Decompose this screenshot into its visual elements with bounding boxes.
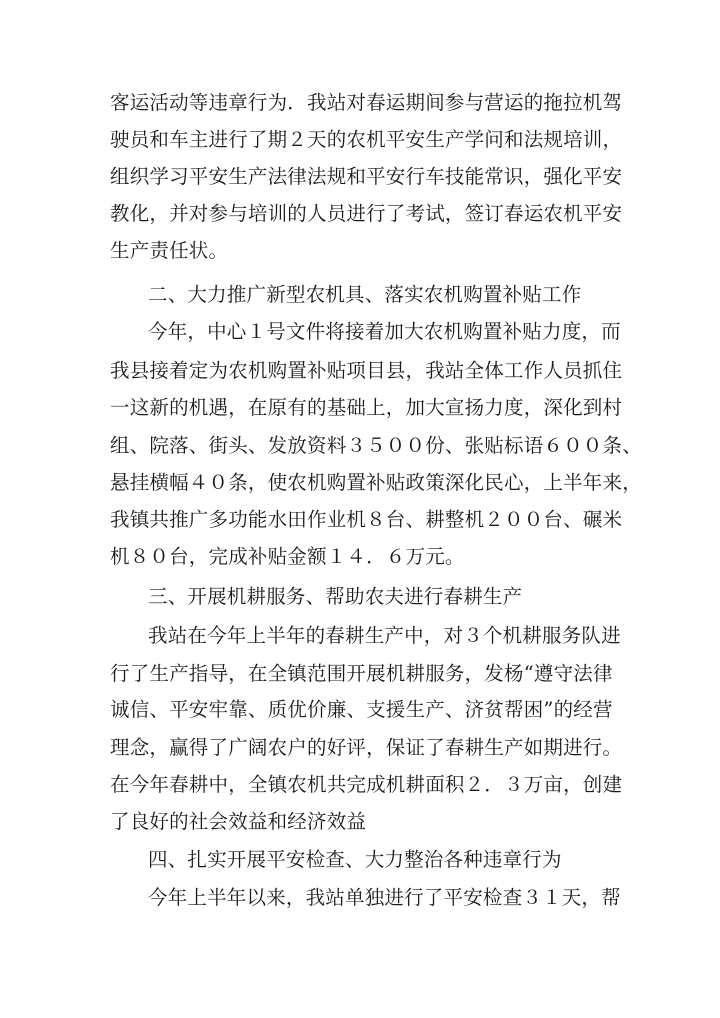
paragraph-line: 机８０台，完成补贴金额１４．６万元。 bbox=[110, 545, 465, 568]
paragraph-line: 理念，赢得了广阔农户的好评，保证了春耕生产如期进行。 bbox=[110, 736, 623, 759]
paragraph-line: 我镇共推广多功能水田作业机８台、耕整机２００台、碾米 bbox=[110, 508, 623, 531]
section-heading-4: 四、扎实开展平安检查、大力整治各种违章行为 bbox=[148, 848, 562, 871]
paragraph-line: 一这新的机遇，在原有的基础上，加大宣扬力度，深化到村 bbox=[110, 396, 623, 419]
paragraph-line: 生产责任状。 bbox=[110, 239, 229, 262]
paragraph-line: 了良好的社会效益和经济效益 bbox=[110, 810, 367, 833]
paragraph-line: 今年上半年以来，我站单独进行了平安检查３１天，帮 bbox=[148, 886, 621, 909]
paragraph-line: 今年，中心１号文件将接着加大农机购置补贴力度，而 bbox=[148, 320, 621, 343]
paragraph-line: 组织学习平安生产法律法规和平安行车技能常识，强化平安 bbox=[110, 165, 623, 188]
paragraph-line: 我县接着定为农机购置补贴项目县，我站全体工作人员抓住 bbox=[110, 359, 623, 382]
paragraph-line: 教化，并对参与培训的人员进行了考试，签订春运农机平安 bbox=[110, 202, 623, 225]
paragraph-line: 行了生产指导，在全镇范围开展机耕服务，发杨“遵守法律 bbox=[110, 662, 613, 685]
paragraph-line: 驶员和车主进行了期２天的农机平安生产学问和法规培训， bbox=[110, 128, 623, 151]
section-heading-3: 三、开展机耕服务、帮助农夫进行春耕生产 bbox=[148, 585, 523, 608]
paragraph-line: 诚信、平安牢靠、质优价廉、支援生产、济贫帮困”的经营 bbox=[110, 698, 613, 721]
paragraph-line: 我站在今年上半年的春耕生产中，对３个机耕服务队进 bbox=[148, 624, 621, 647]
section-heading-2: 二、大力推广新型农机具、落实农机购置补贴工作 bbox=[148, 283, 582, 306]
paragraph-line: 悬挂横幅４０条，使农机购置补贴政策深化民心，上半年来， bbox=[110, 471, 642, 494]
paragraph-line: 在今年春耕中，全镇农机共完成机耕面积２．３万亩，创建 bbox=[110, 773, 623, 796]
paragraph-line: 组、院落、街头、发放资料３５００份、张贴标语６００条、 bbox=[110, 434, 642, 457]
paragraph-line: 客运活动等违章行为．我站对春运期间参与营运的拖拉机驾 bbox=[110, 91, 623, 114]
